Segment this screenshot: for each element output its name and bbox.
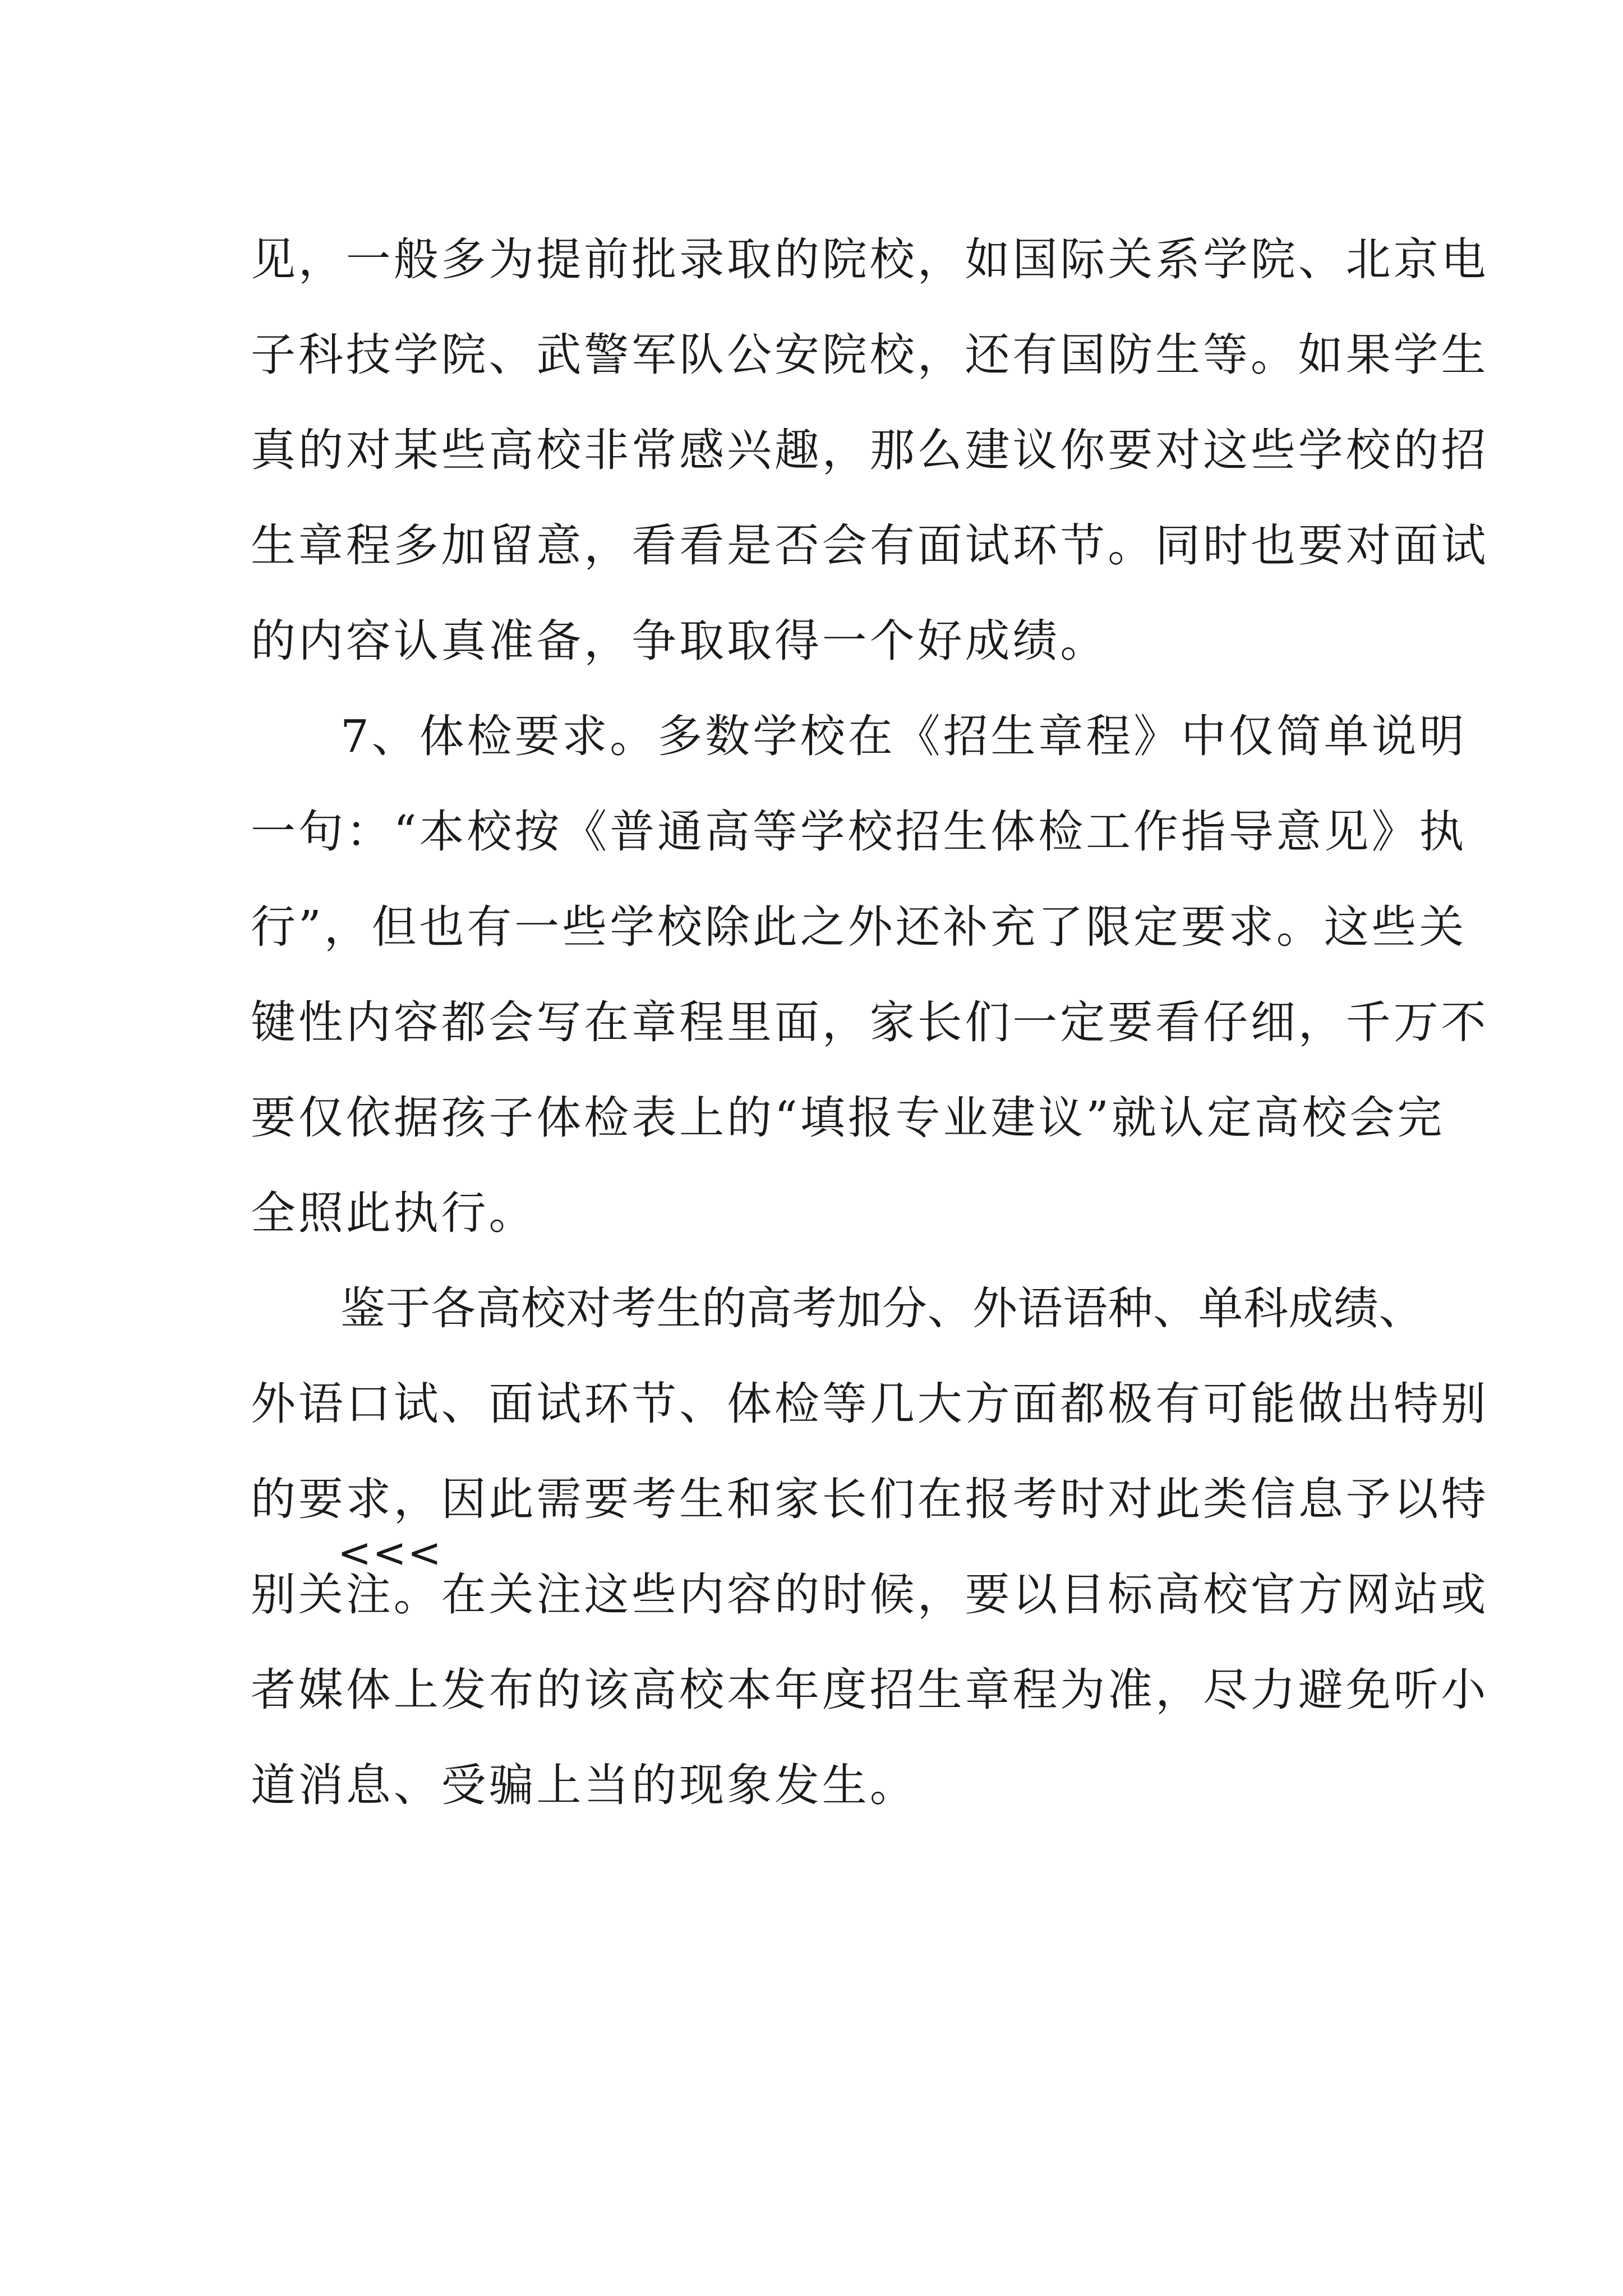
paragraph-1-line-5: 的内容认真准备，争取取得一个好成绩。 <box>251 615 1108 667</box>
end-mark: <<< <box>338 1529 442 1576</box>
paragraph-3-line-2: 外语口试、面试环节、体检等几大方面都极有可能做出特别 <box>251 1378 1489 1430</box>
paragraph-3-line-1: 鉴于各高校对考生的高考加分、外语语种、单科成绩、 <box>340 1282 1424 1335</box>
paragraph-1-line-3: 真的对某些高校非常感兴趣，那么建议你要对这些学校的招 <box>251 424 1489 476</box>
paragraph-2-line-1: 7、体检要求。多数学校在《招生章程》中仅简单说明 <box>340 710 1467 762</box>
paragraph-2-line-6: 全照此执行。 <box>251 1187 537 1239</box>
body-text <box>251 212 1489 1833</box>
paragraph-2-line-2: 一句：“本校按《普通高等学校招生体检工作指导意见》执 <box>251 806 1467 858</box>
paragraph-1-line-1: 见，一般多为提前批录取的院校，如国际关系学院、北京电 <box>251 233 1489 286</box>
paragraph-3-line-5: 者媒体上发布的该高校本年度招生章程为准，尽力避免听小 <box>251 1664 1489 1716</box>
paragraph-2-line-4: 键性内容都会写在章程里面，家长们一定要看仔细，千万不 <box>251 996 1489 1048</box>
paragraph-3-line-3: 的要求，因此需要考生和家长们在报考时对此类信息予以特 <box>251 1473 1489 1525</box>
paragraph-3-line-6: 道消息、受骗上当的现象发生。 <box>251 1759 917 1811</box>
paragraph-2-line-3: 行”，但也有一些学校除此之外还补充了限定要求。这些关 <box>251 901 1467 953</box>
paragraph-1-line-2: 子科技学院、武警军队公安院校，还有国防生等。如果学生 <box>251 329 1489 381</box>
paragraph-3-line-4: 别关注。在关注这些内容的时候，要以目标高校官方网站或 <box>251 1568 1489 1621</box>
paragraph-1-line-4: 生章程多加留意，看看是否会有面试环节。同时也要对面试 <box>251 519 1489 572</box>
paragraph-2-line-5: 要仅依据孩子体检表上的“填报专业建议”就认定高校会完 <box>251 1092 1445 1144</box>
